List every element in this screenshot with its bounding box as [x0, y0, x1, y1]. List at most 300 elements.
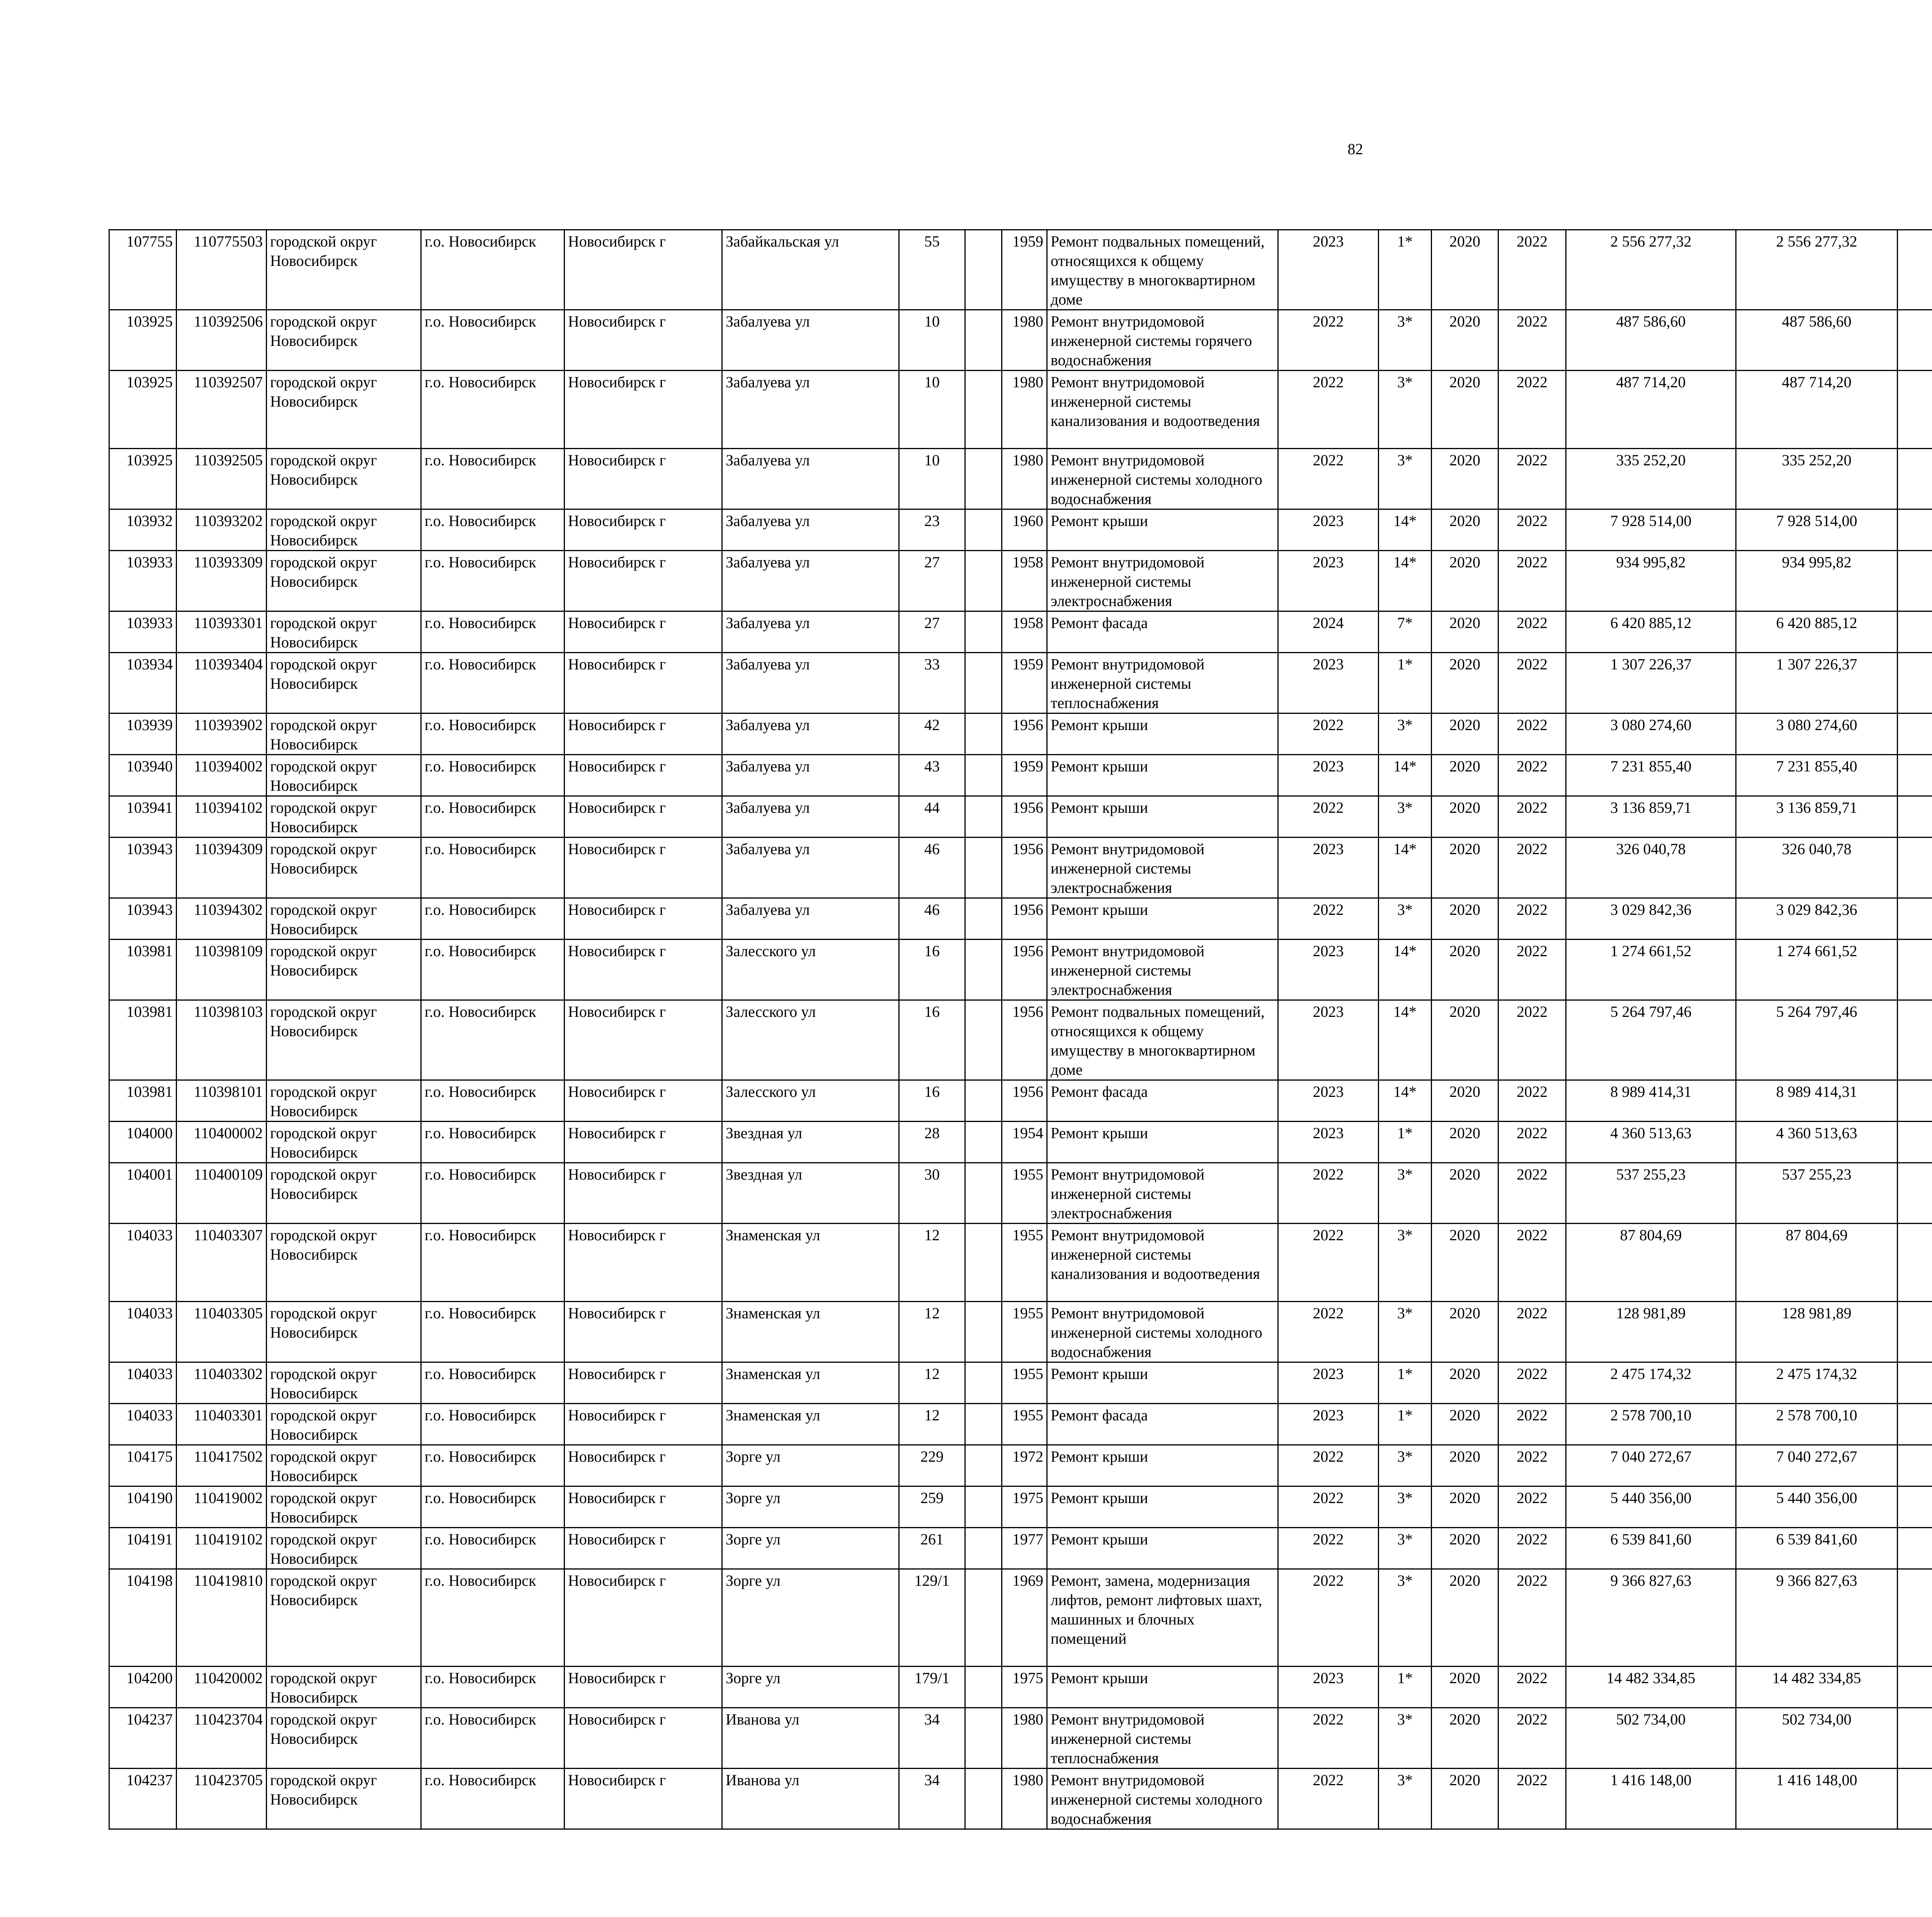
planned-year-cell: 2022 — [1278, 1302, 1379, 1362]
federal-funds-cell — [1898, 509, 1932, 551]
municipal-district-cell: городской округ Новосибирск — [267, 1486, 421, 1528]
construction-year-cell: 1959 — [1002, 230, 1047, 310]
house-number-cell: 27 — [899, 611, 965, 653]
priority-cell: 14* — [1379, 551, 1432, 611]
program-code-cell: 110775503 — [177, 230, 267, 310]
plan-end-year-cell: 2022 — [1498, 1080, 1566, 1122]
municipal-entity-cell: г.о. Новосибирск — [421, 509, 565, 551]
total-cost-cell: 1 416 148,00 — [1566, 1769, 1736, 1829]
municipal-entity-cell: г.о. Новосибирск — [421, 1404, 565, 1445]
municipal-entity-cell: г.о. Новосибирск — [421, 1224, 565, 1302]
plan-start-year-cell: 2020 — [1432, 653, 1498, 713]
table-row — [109, 371, 1932, 449]
table-row — [109, 1708, 1932, 1769]
table-row — [109, 1000, 1932, 1080]
municipal-entity-cell: г.о. Новосибирск — [421, 1362, 565, 1404]
program-code-cell: 110400109 — [177, 1163, 267, 1224]
planned-year-cell: 2023 — [1278, 230, 1379, 310]
plan-end-year-cell: 2022 — [1498, 1569, 1566, 1667]
priority-cell: 3* — [1379, 1445, 1432, 1486]
work-type-cell: Ремонт крыши — [1047, 1122, 1278, 1163]
table-row — [109, 1667, 1932, 1708]
municipal-district-cell: городской округ Новосибирск — [267, 371, 421, 449]
street-cell: Забалуева ул — [722, 551, 899, 611]
table-row — [109, 551, 1932, 611]
priority-cell: 14* — [1379, 940, 1432, 1000]
building-cell — [965, 310, 1002, 371]
construction-year-cell: 1959 — [1002, 653, 1047, 713]
building-cell — [965, 449, 1002, 509]
street-cell: Забалуева ул — [722, 310, 899, 371]
object-id-cell: 104033 — [109, 1302, 177, 1362]
building-cell — [965, 1528, 1002, 1569]
table-row — [109, 449, 1932, 509]
municipal-district-cell: городской округ Новосибирск — [267, 1122, 421, 1163]
plan-start-year-cell: 2020 — [1432, 796, 1498, 838]
table-row — [109, 1486, 1932, 1528]
municipal-entity-cell: г.о. Новосибирск — [421, 310, 565, 371]
federal-funds-cell — [1898, 1302, 1932, 1362]
work-type-cell: Ремонт крыши — [1047, 1667, 1278, 1708]
planned-year-cell: 2023 — [1278, 509, 1379, 551]
table-row — [109, 611, 1932, 653]
object-id-cell: 103933 — [109, 611, 177, 653]
table-row — [109, 1769, 1932, 1829]
regional-fund-cost-cell: 6 539 841,60 — [1736, 1528, 1898, 1569]
work-type-cell: Ремонт внутридомовой инженерной системы горячего водоснабжения — [1047, 310, 1278, 371]
object-id-cell: 107755 — [109, 230, 177, 310]
municipal-entity-cell: г.о. Новосибирск — [421, 1445, 565, 1486]
regional-fund-cost-cell: 3 029 842,36 — [1736, 898, 1898, 940]
street-cell: Забалуева ул — [722, 838, 899, 898]
work-type-cell: Ремонт подвальных помещений, относящихся к общему имуществу в многоквартирном доме — [1047, 1000, 1278, 1080]
object-id-cell: 103925 — [109, 449, 177, 509]
plan-start-year-cell: 2020 — [1432, 755, 1498, 796]
building-cell — [965, 653, 1002, 713]
work-type-cell: Ремонт внутридомовой инженерной системы канализования и водоотведения — [1047, 1224, 1278, 1302]
object-id-cell: 103981 — [109, 1000, 177, 1080]
plan-end-year-cell: 2022 — [1498, 310, 1566, 371]
construction-year-cell: 1955 — [1002, 1404, 1047, 1445]
federal-funds-cell — [1898, 1528, 1932, 1569]
street-cell: Звездная ул — [722, 1163, 899, 1224]
plan-start-year-cell: 2020 — [1432, 551, 1498, 611]
priority-cell: 3* — [1379, 1224, 1432, 1302]
street-cell: Знаменская ул — [722, 1302, 899, 1362]
municipal-district-cell: городской округ Новосибирск — [267, 1163, 421, 1224]
regional-fund-cost-cell: 1 274 661,52 — [1736, 940, 1898, 1000]
work-type-cell: Ремонт внутридомовой инженерной системы холодного водоснабжения — [1047, 449, 1278, 509]
total-cost-cell: 934 995,82 — [1566, 551, 1736, 611]
building-cell — [965, 1122, 1002, 1163]
object-id-cell: 104190 — [109, 1486, 177, 1528]
building-cell — [965, 1302, 1002, 1362]
house-number-cell: 179/1 — [899, 1667, 965, 1708]
municipal-district-cell: городской округ Новосибирск — [267, 230, 421, 310]
total-cost-cell: 3 029 842,36 — [1566, 898, 1736, 940]
priority-cell: 3* — [1379, 449, 1432, 509]
planned-year-cell: 2023 — [1278, 653, 1379, 713]
building-cell — [965, 713, 1002, 755]
municipal-district-cell: городской округ Новосибирск — [267, 796, 421, 838]
street-cell: Забалуева ул — [722, 371, 899, 449]
plan-start-year-cell: 2020 — [1432, 713, 1498, 755]
municipal-district-cell: городской округ Новосибирск — [267, 1569, 421, 1667]
building-cell — [965, 1569, 1002, 1667]
regional-fund-cost-cell: 2 475 174,32 — [1736, 1362, 1898, 1404]
program-code-cell: 110392505 — [177, 449, 267, 509]
street-cell: Иванова ул — [722, 1708, 899, 1769]
total-cost-cell: 3 080 274,60 — [1566, 713, 1736, 755]
house-number-cell: 16 — [899, 1080, 965, 1122]
planned-year-cell: 2022 — [1278, 1224, 1379, 1302]
federal-funds-cell — [1898, 551, 1932, 611]
table-row — [109, 838, 1932, 898]
planned-year-cell: 2023 — [1278, 940, 1379, 1000]
regional-fund-cost-cell: 335 252,20 — [1736, 449, 1898, 509]
priority-cell: 14* — [1379, 509, 1432, 551]
total-cost-cell: 8 989 414,31 — [1566, 1080, 1736, 1122]
work-type-cell: Ремонт крыши — [1047, 898, 1278, 940]
object-id-cell: 103934 — [109, 653, 177, 713]
program-code-cell: 110420002 — [177, 1667, 267, 1708]
plan-start-year-cell: 2020 — [1432, 310, 1498, 371]
plan-start-year-cell: 2020 — [1432, 1000, 1498, 1080]
total-cost-cell: 1 307 226,37 — [1566, 653, 1736, 713]
table-row — [109, 509, 1932, 551]
object-id-cell: 104000 — [109, 1122, 177, 1163]
locality-cell: Новосибирск г — [565, 551, 722, 611]
total-cost-cell: 9 366 827,63 — [1566, 1569, 1736, 1667]
house-number-cell: 12 — [899, 1362, 965, 1404]
object-id-cell: 104033 — [109, 1404, 177, 1445]
federal-funds-cell — [1898, 1000, 1932, 1080]
priority-cell: 14* — [1379, 838, 1432, 898]
construction-year-cell: 1980 — [1002, 310, 1047, 371]
construction-year-cell: 1980 — [1002, 1708, 1047, 1769]
regional-fund-cost-cell: 2 578 700,10 — [1736, 1404, 1898, 1445]
plan-start-year-cell: 2020 — [1432, 1302, 1498, 1362]
program-code-cell: 110403302 — [177, 1362, 267, 1404]
priority-cell: 3* — [1379, 1163, 1432, 1224]
building-cell — [965, 1080, 1002, 1122]
plan-end-year-cell: 2022 — [1498, 1486, 1566, 1528]
program-code-cell: 110392506 — [177, 310, 267, 371]
plan-end-year-cell: 2022 — [1498, 898, 1566, 940]
federal-funds-cell — [1898, 713, 1932, 755]
regional-fund-cost-cell: 9 366 827,63 — [1736, 1569, 1898, 1667]
municipal-entity-cell: г.о. Новосибирск — [421, 796, 565, 838]
locality-cell: Новосибирск г — [565, 611, 722, 653]
priority-cell: 3* — [1379, 1708, 1432, 1769]
locality-cell: Новосибирск г — [565, 1667, 722, 1708]
regional-fund-cost-cell: 934 995,82 — [1736, 551, 1898, 611]
planned-year-cell: 2024 — [1278, 611, 1379, 653]
building-cell — [965, 1362, 1002, 1404]
program-code-cell: 110394002 — [177, 755, 267, 796]
street-cell: Забайкальская ул — [722, 230, 899, 310]
regional-fund-cost-cell: 128 981,89 — [1736, 1302, 1898, 1362]
plan-start-year-cell: 2020 — [1432, 1667, 1498, 1708]
work-type-cell: Ремонт крыши — [1047, 796, 1278, 838]
work-type-cell: Ремонт крыши — [1047, 1528, 1278, 1569]
municipal-entity-cell: г.о. Новосибирск — [421, 1080, 565, 1122]
priority-cell: 3* — [1379, 1569, 1432, 1667]
object-id-cell: 103940 — [109, 755, 177, 796]
regional-fund-cost-cell: 326 040,78 — [1736, 838, 1898, 898]
plan-end-year-cell: 2022 — [1498, 1163, 1566, 1224]
program-code-cell: 110394309 — [177, 838, 267, 898]
construction-year-cell: 1960 — [1002, 509, 1047, 551]
program-code-cell: 110417502 — [177, 1445, 267, 1486]
plan-start-year-cell: 2020 — [1432, 371, 1498, 449]
plan-end-year-cell: 2022 — [1498, 611, 1566, 653]
municipal-district-cell: городской округ Новосибирск — [267, 1224, 421, 1302]
regional-fund-cost-cell: 3 136 859,71 — [1736, 796, 1898, 838]
regional-fund-cost-cell: 7 928 514,00 — [1736, 509, 1898, 551]
building-cell — [965, 1708, 1002, 1769]
construction-year-cell: 1956 — [1002, 1080, 1047, 1122]
object-id-cell: 103981 — [109, 1080, 177, 1122]
municipal-entity-cell: г.о. Новосибирск — [421, 755, 565, 796]
regional-fund-cost-cell: 487 586,60 — [1736, 310, 1898, 371]
planned-year-cell: 2023 — [1278, 1122, 1379, 1163]
municipal-entity-cell: г.о. Новосибирск — [421, 449, 565, 509]
plan-start-year-cell: 2020 — [1432, 1708, 1498, 1769]
planned-year-cell: 2022 — [1278, 1528, 1379, 1569]
municipal-district-cell: городской округ Новосибирск — [267, 551, 421, 611]
planned-year-cell: 2022 — [1278, 1769, 1379, 1829]
municipal-district-cell: городской округ Новосибирск — [267, 611, 421, 653]
object-id-cell: 104237 — [109, 1708, 177, 1769]
program-code-cell: 110398109 — [177, 940, 267, 1000]
plan-start-year-cell: 2020 — [1432, 1224, 1498, 1302]
program-code-cell: 110393309 — [177, 551, 267, 611]
house-number-cell: 55 — [899, 230, 965, 310]
building-cell — [965, 1163, 1002, 1224]
federal-funds-cell — [1898, 1362, 1932, 1404]
municipal-entity-cell: г.о. Новосибирск — [421, 551, 565, 611]
municipal-entity-cell: г.о. Новосибирск — [421, 713, 565, 755]
table-row — [109, 1163, 1932, 1224]
work-type-cell: Ремонт фасада — [1047, 1080, 1278, 1122]
building-cell — [965, 1224, 1002, 1302]
federal-funds-cell — [1898, 1224, 1932, 1302]
building-cell — [965, 1445, 1002, 1486]
municipal-district-cell: городской округ Новосибирск — [267, 310, 421, 371]
construction-year-cell: 1958 — [1002, 611, 1047, 653]
planned-year-cell: 2022 — [1278, 1569, 1379, 1667]
federal-funds-cell — [1898, 755, 1932, 796]
construction-year-cell: 1958 — [1002, 551, 1047, 611]
object-id-cell: 104191 — [109, 1528, 177, 1569]
house-number-cell: 46 — [899, 898, 965, 940]
object-id-cell: 103925 — [109, 310, 177, 371]
plan-end-year-cell: 2022 — [1498, 371, 1566, 449]
object-id-cell: 103981 — [109, 940, 177, 1000]
house-number-cell: 43 — [899, 755, 965, 796]
construction-year-cell: 1969 — [1002, 1569, 1047, 1667]
capital-repair-register-table — [109, 229, 1932, 1830]
work-type-cell: Ремонт крыши — [1047, 755, 1278, 796]
plan-start-year-cell: 2020 — [1432, 1445, 1498, 1486]
plan-end-year-cell: 2022 — [1498, 1769, 1566, 1829]
plan-end-year-cell: 2022 — [1498, 713, 1566, 755]
total-cost-cell: 4 360 513,63 — [1566, 1122, 1736, 1163]
street-cell: Знаменская ул — [722, 1404, 899, 1445]
regional-fund-cost-cell: 537 255,23 — [1736, 1163, 1898, 1224]
locality-cell: Новосибирск г — [565, 1302, 722, 1362]
plan-end-year-cell: 2022 — [1498, 1122, 1566, 1163]
program-code-cell: 110394102 — [177, 796, 267, 838]
plan-end-year-cell: 2022 — [1498, 1708, 1566, 1769]
plan-start-year-cell: 2020 — [1432, 1080, 1498, 1122]
municipal-district-cell: городской округ Новосибирск — [267, 1302, 421, 1362]
locality-cell: Новосибирск г — [565, 1000, 722, 1080]
municipal-district-cell: городской округ Новосибирск — [267, 1445, 421, 1486]
locality-cell: Новосибирск г — [565, 449, 722, 509]
construction-year-cell: 1980 — [1002, 371, 1047, 449]
regional-fund-cost-cell: 14 482 334,85 — [1736, 1667, 1898, 1708]
plan-end-year-cell: 2022 — [1498, 1362, 1566, 1404]
construction-year-cell: 1955 — [1002, 1163, 1047, 1224]
regional-fund-cost-cell: 5 264 797,46 — [1736, 1000, 1898, 1080]
plan-start-year-cell: 2020 — [1432, 838, 1498, 898]
priority-cell: 3* — [1379, 1769, 1432, 1829]
municipal-district-cell: городской округ Новосибирск — [267, 1708, 421, 1769]
total-cost-cell: 14 482 334,85 — [1566, 1667, 1736, 1708]
regional-fund-cost-cell: 5 440 356,00 — [1736, 1486, 1898, 1528]
street-cell: Забалуева ул — [722, 796, 899, 838]
priority-cell: 1* — [1379, 653, 1432, 713]
table-row — [109, 1569, 1932, 1667]
regional-fund-cost-cell: 502 734,00 — [1736, 1708, 1898, 1769]
federal-funds-cell — [1898, 371, 1932, 449]
page-number: 82 — [1347, 140, 1363, 158]
work-type-cell: Ремонт внутридомовой инженерной системы электроснабжения — [1047, 838, 1278, 898]
total-cost-cell: 87 804,69 — [1566, 1224, 1736, 1302]
plan-end-year-cell: 2022 — [1498, 1224, 1566, 1302]
house-number-cell: 42 — [899, 713, 965, 755]
priority-cell: 3* — [1379, 898, 1432, 940]
municipal-entity-cell: г.о. Новосибирск — [421, 1667, 565, 1708]
locality-cell: Новосибирск г — [565, 1122, 722, 1163]
federal-funds-cell — [1898, 653, 1932, 713]
priority-cell: 3* — [1379, 371, 1432, 449]
table-row — [109, 755, 1932, 796]
municipal-entity-cell: г.о. Новосибирск — [421, 1769, 565, 1829]
municipal-entity-cell: г.о. Новосибирск — [421, 371, 565, 449]
program-code-cell: 110419002 — [177, 1486, 267, 1528]
work-type-cell: Ремонт, замена, модернизация лифтов, ремонт лифтовых шахт, машинных и блочных помещений — [1047, 1569, 1278, 1667]
work-type-cell: Ремонт внутридомовой инженерной системы канализования и водоотведения — [1047, 371, 1278, 449]
street-cell: Иванова ул — [722, 1769, 899, 1829]
plan-start-year-cell: 2020 — [1432, 611, 1498, 653]
program-code-cell: 110403307 — [177, 1224, 267, 1302]
street-cell: Залесского ул — [722, 1000, 899, 1080]
municipal-district-cell: городской округ Новосибирск — [267, 1769, 421, 1829]
planned-year-cell: 2022 — [1278, 1163, 1379, 1224]
federal-funds-cell — [1898, 796, 1932, 838]
house-number-cell: 129/1 — [899, 1569, 965, 1667]
total-cost-cell: 487 586,60 — [1566, 310, 1736, 371]
work-type-cell: Ремонт внутридомовой инженерной системы электроснабжения — [1047, 1163, 1278, 1224]
federal-funds-cell — [1898, 1769, 1932, 1829]
priority-cell: 14* — [1379, 1080, 1432, 1122]
plan-start-year-cell: 2020 — [1432, 1163, 1498, 1224]
plan-start-year-cell: 2020 — [1432, 1362, 1498, 1404]
total-cost-cell: 6 539 841,60 — [1566, 1528, 1736, 1569]
object-id-cell: 104001 — [109, 1163, 177, 1224]
program-code-cell: 110398101 — [177, 1080, 267, 1122]
construction-year-cell: 1954 — [1002, 1122, 1047, 1163]
planned-year-cell: 2023 — [1278, 755, 1379, 796]
object-id-cell: 104175 — [109, 1445, 177, 1486]
total-cost-cell: 2 475 174,32 — [1566, 1362, 1736, 1404]
municipal-district-cell: городской округ Новосибирск — [267, 653, 421, 713]
municipal-entity-cell: г.о. Новосибирск — [421, 838, 565, 898]
construction-year-cell: 1956 — [1002, 940, 1047, 1000]
work-type-cell: Ремонт внутридомовой инженерной системы электроснабжения — [1047, 940, 1278, 1000]
priority-cell: 1* — [1379, 230, 1432, 310]
plan-start-year-cell: 2020 — [1432, 898, 1498, 940]
total-cost-cell: 7 040 272,67 — [1566, 1445, 1736, 1486]
total-cost-cell: 6 420 885,12 — [1566, 611, 1736, 653]
plan-start-year-cell: 2020 — [1432, 1122, 1498, 1163]
table-row — [109, 796, 1932, 838]
priority-cell: 3* — [1379, 796, 1432, 838]
work-type-cell: Ремонт крыши — [1047, 713, 1278, 755]
construction-year-cell: 1956 — [1002, 838, 1047, 898]
locality-cell: Новосибирск г — [565, 1569, 722, 1667]
regional-fund-cost-cell: 1 307 226,37 — [1736, 653, 1898, 713]
planned-year-cell: 2022 — [1278, 1486, 1379, 1528]
planned-year-cell: 2022 — [1278, 449, 1379, 509]
work-type-cell: Ремонт крыши — [1047, 1445, 1278, 1486]
locality-cell: Новосибирск г — [565, 1528, 722, 1569]
priority-cell: 14* — [1379, 755, 1432, 796]
locality-cell: Новосибирск г — [565, 1708, 722, 1769]
house-number-cell: 261 — [899, 1528, 965, 1569]
construction-year-cell: 1955 — [1002, 1362, 1047, 1404]
federal-funds-cell — [1898, 1667, 1932, 1708]
plan-end-year-cell: 2022 — [1498, 449, 1566, 509]
house-number-cell: 12 — [899, 1224, 965, 1302]
priority-cell: 1* — [1379, 1404, 1432, 1445]
plan-end-year-cell: 2022 — [1498, 1404, 1566, 1445]
total-cost-cell: 7 928 514,00 — [1566, 509, 1736, 551]
street-cell: Зорге ул — [722, 1445, 899, 1486]
object-id-cell: 103932 — [109, 509, 177, 551]
total-cost-cell: 7 231 855,40 — [1566, 755, 1736, 796]
planned-year-cell: 2022 — [1278, 371, 1379, 449]
object-id-cell: 104198 — [109, 1569, 177, 1667]
municipal-entity-cell: г.о. Новосибирск — [421, 898, 565, 940]
house-number-cell: 12 — [899, 1404, 965, 1445]
register-body — [109, 230, 1932, 1829]
house-number-cell: 10 — [899, 371, 965, 449]
total-cost-cell: 2 578 700,10 — [1566, 1404, 1736, 1445]
table-row — [109, 653, 1932, 713]
table-row — [109, 713, 1932, 755]
program-code-cell: 110394302 — [177, 898, 267, 940]
street-cell: Зорге ул — [722, 1569, 899, 1667]
street-cell: Залесского ул — [722, 940, 899, 1000]
work-type-cell: Ремонт крыши — [1047, 1362, 1278, 1404]
house-number-cell: 33 — [899, 653, 965, 713]
building-cell — [965, 611, 1002, 653]
house-number-cell: 12 — [899, 1302, 965, 1362]
